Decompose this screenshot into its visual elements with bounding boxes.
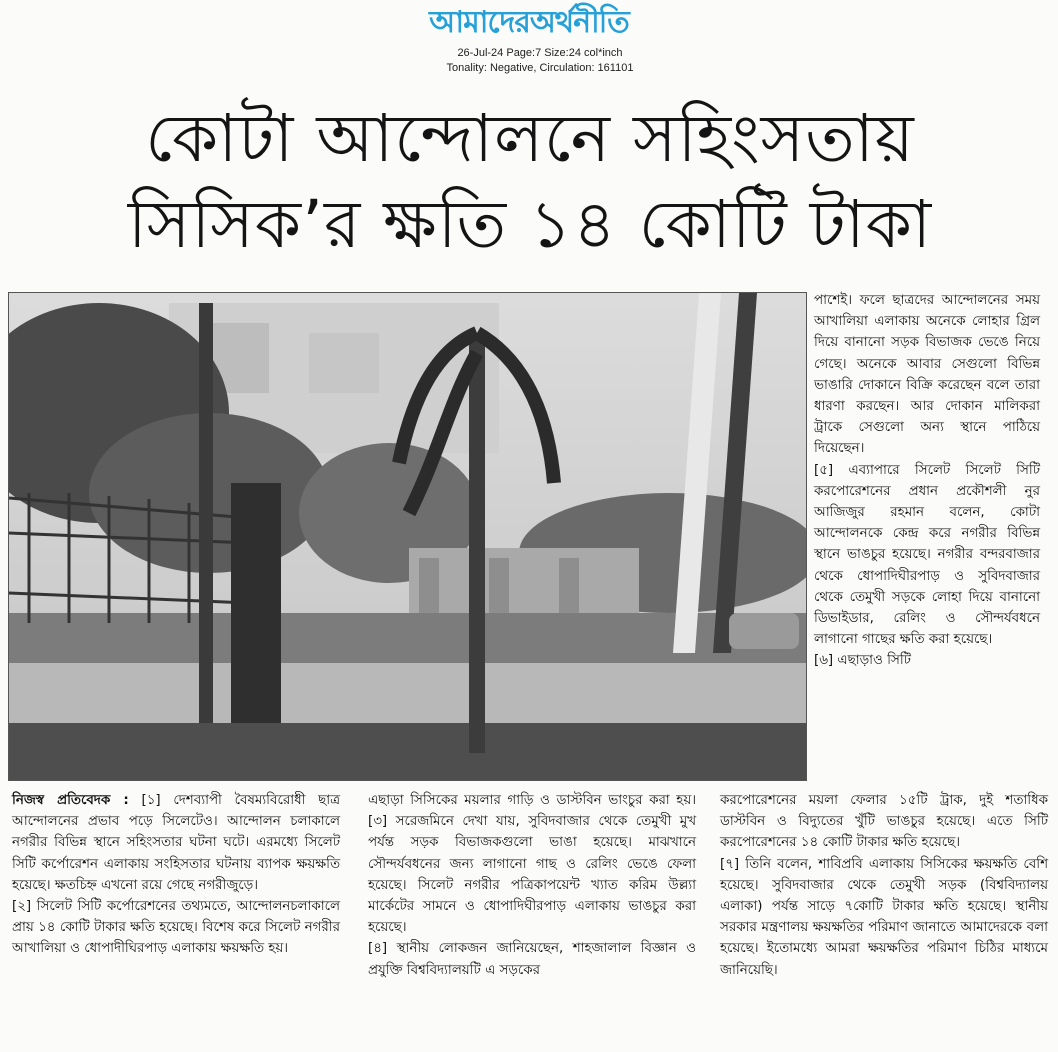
news-photo <box>8 292 807 781</box>
newspaper-logo: আমাদেরঅর্থনীতি <box>429 5 629 40</box>
headline-line2: সিসিক’র ক্ষতি ১৪ কোটি টাকা <box>127 186 933 263</box>
paragraph: [৪] স্থানীয় লোকজন জানিয়েছেন, শাহজালাল বিজ্ঞান ও প্রযুক্তি বিশ্ববিদ্যালয়টি এ সড়কের <box>368 941 696 978</box>
paragraph: [৫] এব্যাপারে সিলেট সিলেট সিটি করপোরেশনের প্রধান প্রকৌশলী নুর আজিজুর রহমান বলেন, কোটা আন্দোলনকে কেন্দ্র করে নগরীর বিভিন্ন স্থানে ভাঙচুর হয়েছে। নগরীর বন্দরবাজার থেকে ধোপাদিঘীরপাড় ও সুবিদবাজার থেকে তেমুখী সড়কে লোহা দিয়ে বানানো ডিভাইডার, রেলিং ও সৌন্দর্যবধনে লাগানো গাছের ক্ষতি করা হয়েছে। <box>814 462 1040 648</box>
street-scene-image <box>9 293 806 780</box>
clipping-meta-line2: Tonality: Negative, Circulation: 161101 <box>446 62 634 74</box>
article-column-right <box>814 290 1040 672</box>
clipping-meta-line1: 26-Jul-24 Page:7 Size:24 col*inch <box>457 47 623 59</box>
paragraph: করপোরেশনের ময়লা ফেলার ১৫টি ট্রাক, দুই শতাধিক ডাস্টবিন ও বিদ্যুতের খুঁটি ভাঙচুর হয়েছে। এতে সিটি করপোরেশনের ১৪ কোটি টাকার ক্ষতি হয়েছে। <box>720 793 1048 851</box>
article-headline <box>40 96 1020 268</box>
byline: নিজস্ব প্রতিবেদক : <box>12 793 129 808</box>
article-column-1 <box>12 790 340 960</box>
paragraph: এছাড়া সিসিকের ময়লার গাড়ি ও ডাস্টবিন ভাংচুর করা হয়। [৩] সরেজমিনে দেখা যায়, সুবিদবাজার থেকে তেমুখী মুখ পর্যন্ত সড়ক বিভাজকগুলো ভাঙা হয়েছে। মাঝখানে সৌন্দর্যবধনের জন্য লাগানো গাছ ও রেলিং ভেঙে ফেলা হয়েছে। সিলেট নগরীর পত্রিকাপয়েন্ট খ্যাত করিম উল্ল্যা মার্কেটের সামনে ও ধোপাদিঘীরপাড় এলাকায় ভাঙচুর করা হয়েছে। <box>368 793 696 936</box>
masthead <box>0 4 1058 42</box>
paragraph: [৬] এছাড়াও সিটি <box>814 653 911 669</box>
headline-line1: কোটা আন্দোলনে সহিংসতায় <box>145 100 915 177</box>
paragraph-text: [১] দেশব্যাপী বৈষম্যবিরোধী ছাত্র আন্দোলনের প্রভাব পড়ে সিলেটেও। আন্দোলন চলাকালে নগরীর বিভিন্ন স্থানে সহিংসতার ঘটনা ঘটে। এরমধ্যে সিলেট সিটি কর্পোরেশন এলাকায় সংহিসতার ঘটনায় ব্যাপক ক্ষয়ক্ষতি হয়েছে। ক্ষতচিহ্ন এখনো রয়ে গেছে নগরীজুড়ে। <box>12 793 341 893</box>
article-column-2 <box>368 790 696 981</box>
paragraph: [৭] তিনি বলেন, শাবিপ্রবি এলাকায় সিসিকের ক্ষয়ক্ষতি বেশি হয়েছে। সুবিদবাজার থেকে তেমুখী সড়ক (বিশ্ববিদ্যালয় এলাকা) পর্যন্ত সাড়ে ৭কোটি টাকার ক্ষতি হয়েছে। স্থানীয় সরকার মন্ত্রণালয় ক্ষয়ক্ষতির পরিমাণ জানাতে আমাদেরকে বলা হয়েছে। ইতোমধ্যে আমরা ক্ষয়ক্ষতির পরিমাণ চিঠির মাধ্যমে জানিয়েছি। <box>720 856 1048 978</box>
paragraph: পাশেই। ফলে ছাত্রদের আন্দোলনের সময় আখালিয়া এলাকায় অনেকে লোহার গ্রিল দিয়ে বানানো সড়ক বিভাজক ভেঙে নিয়ে গেছে। অনেকে আবার সেগুলো বিভিন্ন ভাঙারি দোকানে বিক্রি করেছেন বলে তারা ধারণা করছেন। আর দোকান মালিকরা ট্রাকে সেগুলো অন্য স্থানে পাঠিয়ে দিয়েছেন। <box>814 293 1040 457</box>
article-column-3 <box>720 790 1048 981</box>
paragraph <box>12 790 340 896</box>
paragraph: [২] সিলেট সিটি কর্পোরেশনের তথ্যমতে, আন্দোলনচলাকালে প্রায় ১৪ কোটি টাকার ক্ষতি হয়েছে। বিশেষ করে সিলেট নগরীর আখালিয়া ও ধোপাদীঘিরপাড় এলাকায় ক্ষয়ক্ষতি হয়। <box>12 899 340 957</box>
clipping-meta <box>410 46 670 76</box>
